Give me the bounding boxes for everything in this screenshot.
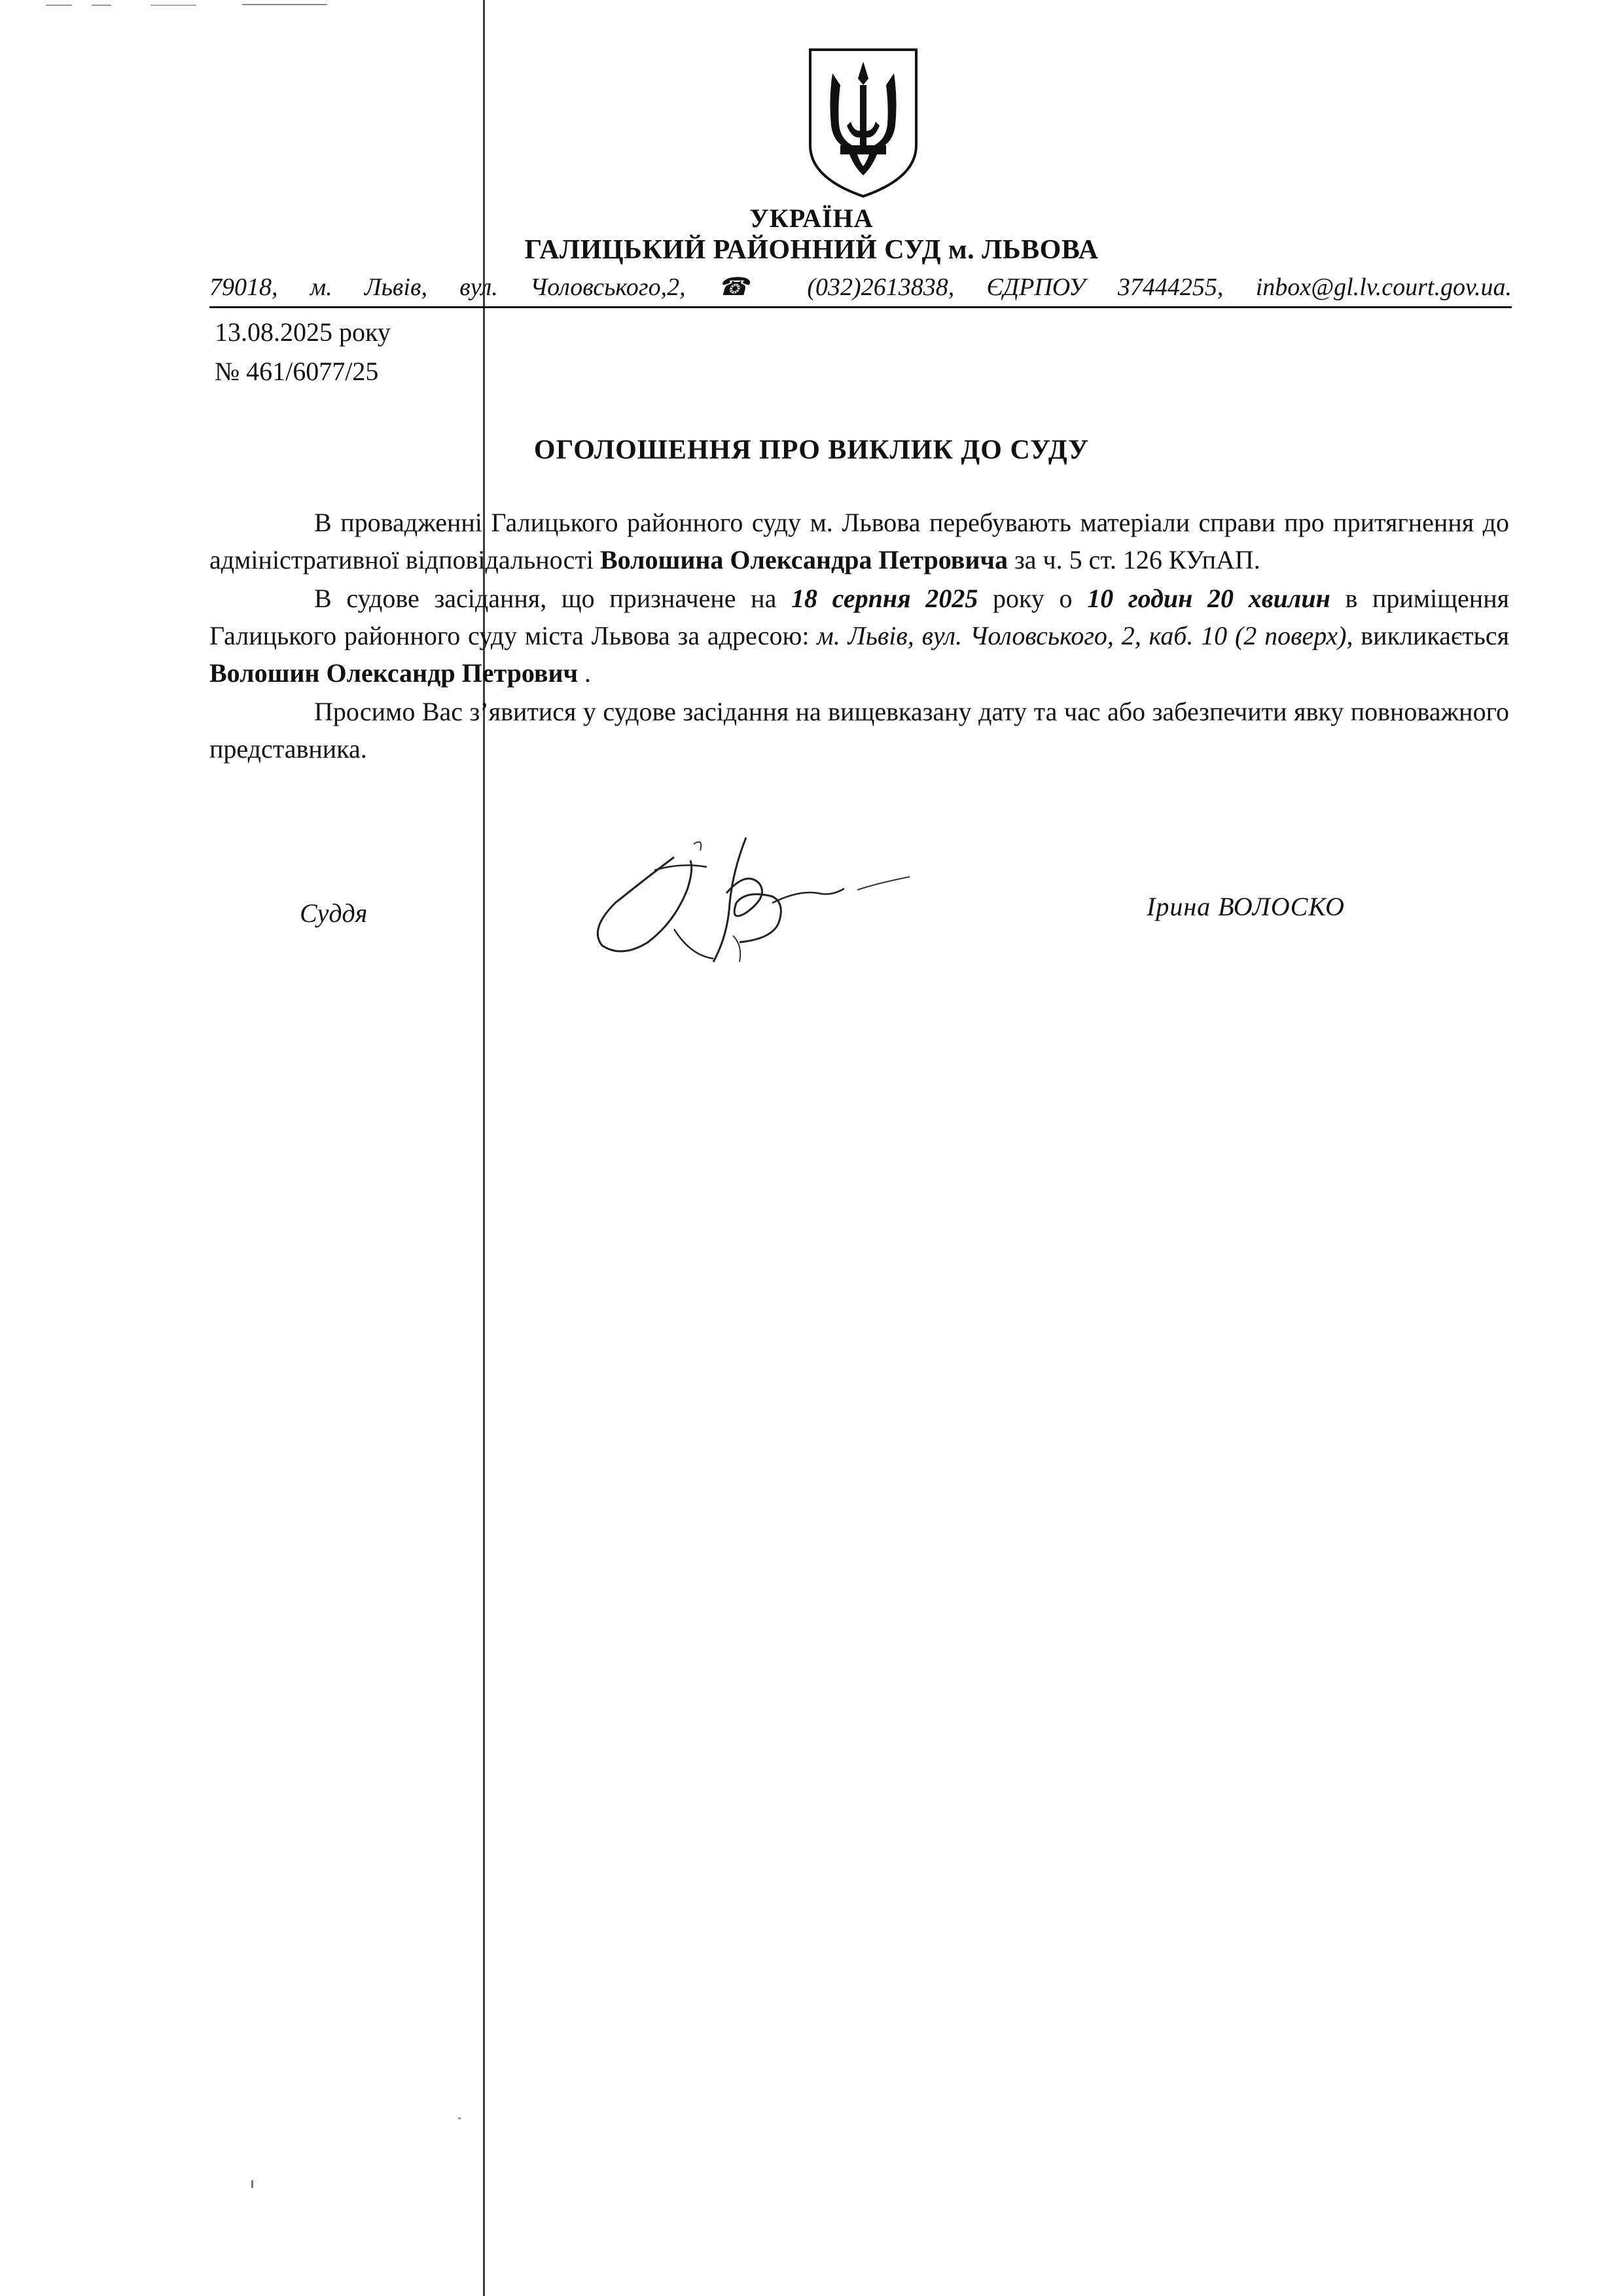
p2-text-a: В судове засідання, що призначене на [314, 584, 791, 613]
handwritten-signature [576, 831, 929, 975]
paragraph-hearing-details [209, 580, 1509, 692]
scan-fold-line [483, 0, 485, 2296]
scan-artifact-dot [251, 2180, 253, 2188]
paragraph-case-materials [209, 504, 1509, 578]
country-name: УКРАЇНА [749, 203, 874, 233]
document-date: 13.08.2025 року [215, 317, 391, 347]
p1-text: В провадженні Галицького районного суду м. Львова перебувають матеріали справи про притягнення до адміністративної відповідальності [209, 508, 1509, 574]
document-title: ОГОЛОШЕННЯ ПРО ВИКЛИК ДО СУДУ [533, 435, 1090, 465]
address-part-contacts: (032)2613838, ЄДРПОУ 37444255, inbox@gl.lv.court.gov.ua. [775, 274, 1512, 301]
p2-text-b: року о [978, 584, 1088, 613]
court-address-line [209, 272, 1512, 302]
scan-artifact-dot [458, 2117, 461, 2119]
p2-text-d: , викликається [1346, 621, 1510, 650]
header-divider [209, 306, 1512, 308]
p1-article: за ч. 5 ст. 126 КУпАП. [1008, 545, 1260, 574]
signer-role: Суддя [300, 898, 368, 928]
paragraph-request: Просимо Вас з’явитися у судове засідання на вищевказану дату та час або забезпечити явку повноважного представника. [209, 697, 1509, 764]
court-name: ГАЛИЦЬКИЙ РАЙОННИЙ СУД м. ЛЬВОВА [524, 235, 1099, 265]
p2-text-e: . [578, 658, 592, 688]
trident-coat-of-arms-icon [806, 47, 920, 199]
document-body [209, 504, 1509, 769]
telephone-icon: ☎ [717, 274, 776, 301]
hearing-time: 10 годин 20 хвилин [1087, 584, 1330, 613]
p2-text-c: в приміщення Галицького районного суду міста Львова за адресою: [209, 584, 1509, 650]
scan-artifact-top [46, 0, 340, 5]
hearing-address: м. Львів, вул. Чоловського, 2, каб. 10 (2 поверх) [817, 621, 1347, 650]
case-number: № 461/6077/25 [215, 357, 379, 386]
p2-person-name: Волошин Олександр Петрович [209, 658, 579, 688]
judge-name: Ірина ВОЛОСКО [1147, 892, 1345, 921]
p1-person-name: Волошина Олександра Петровича [599, 545, 1008, 574]
address-part-street: 79018, м. Львів, вул. Чоловського,2, [209, 274, 718, 301]
hearing-date: 18 серпня 2025 [791, 584, 978, 613]
